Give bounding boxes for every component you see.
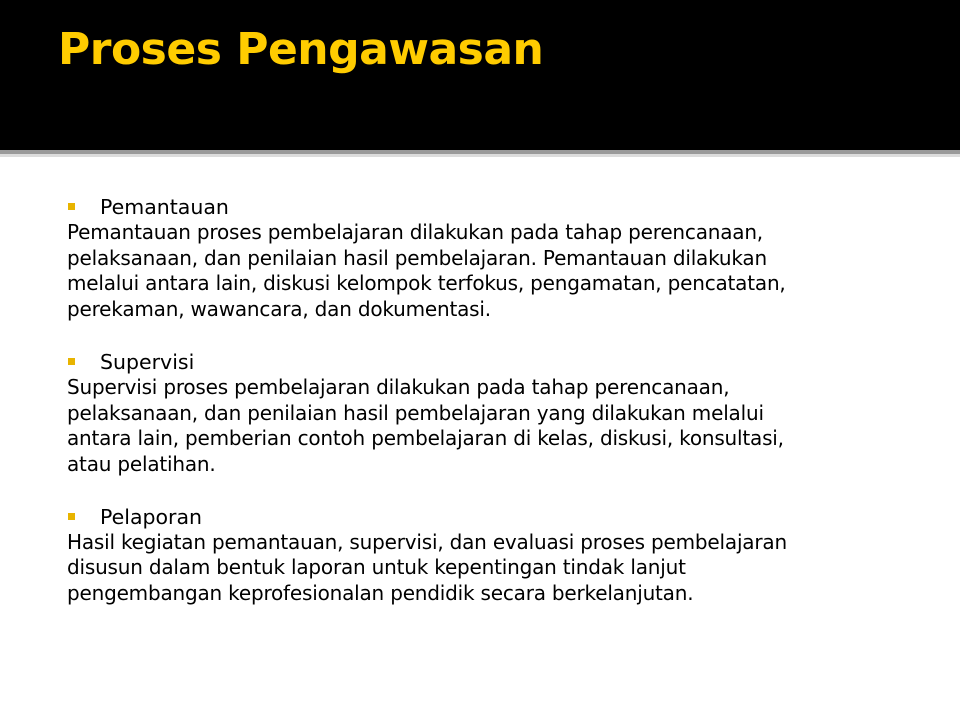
paragraph-line: disusun dalam bentuk laporan untuk kepentingan tindak lanjut <box>67 555 686 580</box>
bullet-heading-text: Pelaporan <box>100 504 203 529</box>
bullet-heading-text: Supervisi <box>100 349 195 374</box>
title-bar <box>0 0 960 150</box>
paragraph-line: pengembangan keprofesionalan pendidik secara berkelanjutan. <box>67 581 694 606</box>
paragraph-line: pelaksanaan, dan penilaian hasil pembelajaran. Pemantauan dilakukan <box>67 245 767 270</box>
paragraph-line: antara lain, pemberian contoh pembelajaran di kelas, diskusi, konsultasi, <box>67 426 784 451</box>
bullet-heading <box>67 504 947 530</box>
paragraph-line: perekaman, wawancara, dan dokumentasi. <box>67 297 491 322</box>
bullet-heading <box>67 194 947 220</box>
paragraph-line: pelaksanaan, dan penilaian hasil pembelajaran yang dilakukan melalui <box>67 400 764 425</box>
paragraph-line: Hasil kegiatan pemantauan, supervisi, dan evaluasi proses pembelajaran <box>67 529 787 554</box>
section-pemantauan <box>67 194 947 323</box>
slide-title: Proses Pengawasan <box>58 24 544 75</box>
bullet-heading-text: Pemantauan <box>100 195 229 219</box>
square-bullet-icon <box>68 203 75 210</box>
paragraph-line: Pemantauan proses pembelajaran dilakukan pada tahap perencanaan, <box>67 220 763 244</box>
section-supervisi <box>67 349 947 478</box>
paragraph-line: atau pelatihan. <box>67 451 216 476</box>
slide-content <box>67 194 947 607</box>
title-divider-shadow <box>0 154 960 157</box>
paragraph-line: melalui antara lain, diskusi kelompok terfokus, pengamatan, pencatatan, <box>67 271 786 296</box>
square-bullet-icon <box>68 358 75 365</box>
square-bullet-icon <box>68 513 75 520</box>
bullet-heading <box>67 349 947 375</box>
paragraph-line: Supervisi proses pembelajaran dilakukan pada tahap perencanaan, <box>67 374 730 399</box>
section-pelaporan <box>67 504 947 607</box>
